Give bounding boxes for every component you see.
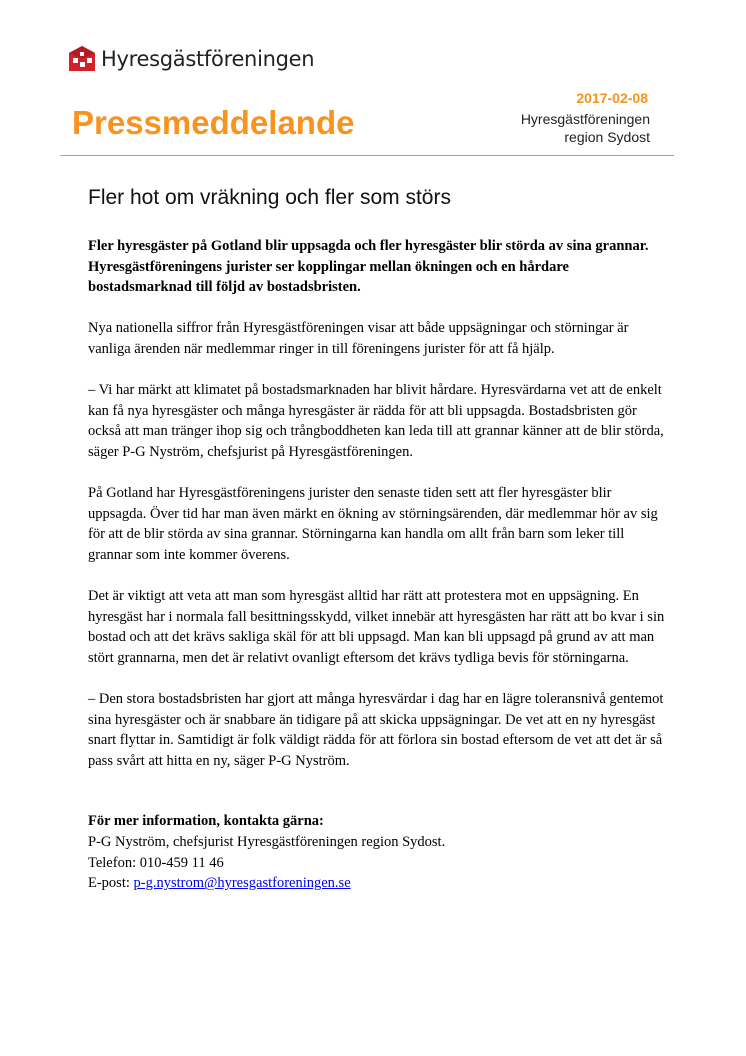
org-name: Hyresgästföreningen <box>520 111 650 127</box>
email-prefix: E-post: <box>88 875 134 892</box>
organization-block <box>521 110 650 146</box>
body-paragraph-1: Nya nationella siffror från Hyresgästföreningen visar att både uppsägningar och störningar är vanliga ärenden när medlemmar ringer in till föreningens jurister för att få hjälp. <box>88 320 629 357</box>
contact-name: P-G Nyström, chefsjurist Hyresgästföreningen region Sydost. <box>88 834 446 851</box>
house-logo-icon <box>67 44 97 74</box>
logo <box>67 44 314 74</box>
contact-email-line <box>88 873 668 894</box>
release-date: 2017-02-08 <box>576 90 648 106</box>
body-paragraph-2: – Vi har märkt att klimatet på bostadsmarknaden har blivit hårdare. Hyresvärdarna vet att de enkelt kan få nya hyresgäster och många hyresgäster är rädda för att bli uppsagda. Bostadsbristen gör också att man tränger ihop sig och trångboddheten kan leda till att grannar känner att de blir störda, säger P-G Nyström, chefsjurist på Hyresgästföreningen. <box>88 382 664 460</box>
lead-paragraph: Fler hyresgäster på Gotland blir uppsagda och fler hyresgäster blir störda av sina grannar. Hyresgästföreningens jurister ser kopplingar mellan ökningen och en hårdare bostadsmarknad till följd av bostadsbristen. <box>88 238 649 296</box>
press-release-title: Pressmeddelande <box>72 104 355 141</box>
org-region: region Sydost <box>564 129 650 145</box>
contact-heading: För mer information, kontakta gärna: <box>88 813 324 830</box>
body-paragraph-3: På Gotland har Hyresgästföreningens jurister den senaste tiden sett att fler hyresgäster blir uppsagda. Över tid har man även märkt en ökning av störningsärenden, där medlemmar hör av sig för att de blir störda av sina grannar. Störningarna kan handla om allt från barn som leker till grannar som inte kommer överens. <box>88 485 658 563</box>
article-body <box>88 236 668 894</box>
contact-phone: Telefon: 010-459 11 46 <box>88 854 224 871</box>
body-paragraph-5: – Den stora bostadsbristen har gjort att många hyresvärdar i dag har en lägre toleransnivå gentemot sina hyresgäster och är snabbare än tidigare på att skicka uppsägningar. De vet att en ny hyresgäst snart flyttar in. Samtidigt är folk väldigt rädda för att förlora sin bostad eftersom de vet att det är så pass svårt att hitta en ny, säger P-G Nyström. <box>88 691 664 769</box>
logo-text: Hyresgästföreningen <box>101 47 315 71</box>
header-divider <box>60 155 674 156</box>
article-headline: Fler hot om vräkning och fler som störs <box>88 186 451 209</box>
body-paragraph-4: Det är viktigt att veta att man som hyresgäst alltid har rätt att protestera mot en uppsägning. En hyresgäst har i normala fall besittningsskydd, vilket innebär att hyresgästen har rätt att bo kvar i sin bostad och att det krävs sakliga skäl för att bli uppsagd. Man kan bli uppsagd på grund av att man stört grannarna, men det är relativt ovanligt eftersom det krävs tydliga bevis för störningarna. <box>88 588 665 666</box>
email-link[interactable]: p-g.nystrom@hyresgastforeningen.se <box>133 875 351 892</box>
contact-block <box>88 811 668 893</box>
